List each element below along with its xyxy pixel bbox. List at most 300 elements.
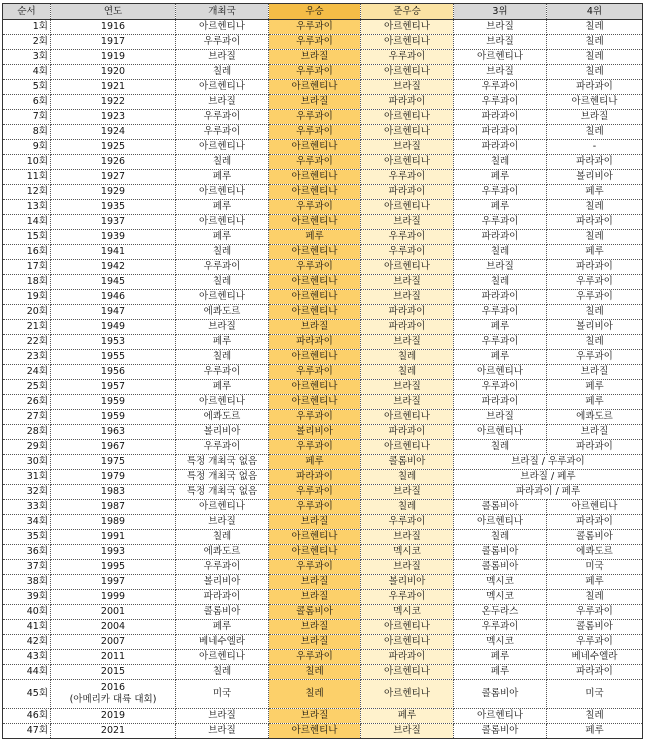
table-row [3, 305, 643, 320]
fourth-cell: 미국 [547, 680, 643, 709]
runner-up-cell: 멕시코 [361, 545, 454, 560]
header-row [3, 4, 643, 20]
fourth-cell: 페루 [547, 245, 643, 260]
header-host: 개최국 [176, 4, 269, 20]
year-cell: 1993 [51, 545, 176, 560]
winner-cell: 브라질 [269, 575, 361, 590]
runner-up-cell: 아르헨티나 [361, 125, 454, 140]
winner-cell: 아르헨티나 [269, 140, 361, 155]
header-runner-up: 준우승 [361, 4, 454, 20]
third-cell: 파라과이 [454, 140, 547, 155]
year-cell: 2001 [51, 605, 176, 620]
table-row [3, 245, 643, 260]
order-cell: 32회 [3, 485, 51, 500]
third-cell: 파라과이 [454, 395, 547, 410]
third-cell: 아르헨티나 [454, 515, 547, 530]
third-cell: 파라과이 [454, 290, 547, 305]
third-cell: 페루 [454, 350, 547, 365]
table-row [3, 290, 643, 305]
fourth-cell: 콜롬비아 [547, 620, 643, 635]
third-cell: 우루과이 [454, 620, 547, 635]
host-cell: 칠레 [176, 665, 269, 680]
winner-cell: 아르헨티나 [269, 530, 361, 545]
year-cell: 1937 [51, 215, 176, 230]
winner-cell: 우루과이 [269, 440, 361, 455]
winner-cell: 우루과이 [269, 365, 361, 380]
table-row [3, 185, 643, 200]
winner-cell: 우루과이 [269, 35, 361, 50]
year-cell: 1939 [51, 230, 176, 245]
runner-up-cell: 브라질 [361, 290, 454, 305]
winner-cell: 아르헨티나 [269, 245, 361, 260]
table-row [3, 320, 643, 335]
year-cell: 1995 [51, 560, 176, 575]
winner-cell: 브라질 [269, 620, 361, 635]
table-row [3, 500, 643, 515]
order-cell: 24회 [3, 365, 51, 380]
table-row [3, 140, 643, 155]
year-cell: 2007 [51, 635, 176, 650]
order-cell: 1회 [3, 20, 51, 35]
winner-cell: 아르헨티나 [269, 290, 361, 305]
host-cell: 우루과이 [176, 365, 269, 380]
order-cell: 28회 [3, 425, 51, 440]
winner-cell: 칠레 [269, 665, 361, 680]
runner-up-cell: 브라질 [361, 275, 454, 290]
third-cell: 우루과이 [454, 305, 547, 320]
fourth-cell: 칠레 [547, 35, 643, 50]
table-row [3, 485, 643, 500]
third-cell: 브라질 [454, 35, 547, 50]
year-cell: 1947 [51, 305, 176, 320]
order-cell: 17회 [3, 260, 51, 275]
table-row [3, 230, 643, 245]
runner-up-cell: 칠레 [361, 365, 454, 380]
fourth-cell: 파라과이 [547, 80, 643, 95]
fourth-cell: 아르헨티나 [547, 500, 643, 515]
host-cell: 브라질 [176, 515, 269, 530]
third-cell: 우루과이 [454, 380, 547, 395]
table-row [3, 20, 643, 35]
year-cell: 1935 [51, 200, 176, 215]
winner-cell: 우루과이 [269, 260, 361, 275]
host-cell: 칠레 [176, 275, 269, 290]
year-cell: 1926 [51, 155, 176, 170]
fourth-cell: 에콰도르 [547, 410, 643, 425]
table-row [3, 440, 643, 455]
winner-cell: 칠레 [269, 680, 361, 709]
winner-cell: 브라질 [269, 590, 361, 605]
host-cell: 페루 [176, 380, 269, 395]
order-cell: 39회 [3, 590, 51, 605]
host-cell: 아르헨티나 [176, 20, 269, 35]
host-cell: 에콰도르 [176, 305, 269, 320]
runner-up-cell: 브라질 [361, 140, 454, 155]
fourth-cell: 콜롬비아 [547, 530, 643, 545]
table-row [3, 350, 643, 365]
year-cell: 1927 [51, 170, 176, 185]
host-cell: 콜롬비아 [176, 605, 269, 620]
fourth-cell: 페루 [547, 395, 643, 410]
fourth-cell: 파라과이 [547, 155, 643, 170]
fourth-cell: 칠레 [547, 305, 643, 320]
host-cell: 페루 [176, 335, 269, 350]
winner-cell: 콜롬비아 [269, 605, 361, 620]
host-cell: 페루 [176, 200, 269, 215]
order-cell: 26회 [3, 395, 51, 410]
third-cell: 멕시코 [454, 590, 547, 605]
runner-up-cell: 아르헨티나 [361, 155, 454, 170]
table-row [3, 470, 643, 485]
third-cell: 콜롬비아 [454, 724, 547, 739]
host-cell: 아르헨티나 [176, 80, 269, 95]
order-cell: 37회 [3, 560, 51, 575]
table-row [3, 530, 643, 545]
winner-cell: 파라과이 [269, 335, 361, 350]
winner-cell: 아르헨티나 [269, 185, 361, 200]
year-cell: 1945 [51, 275, 176, 290]
host-cell: 페루 [176, 620, 269, 635]
order-cell: 30회 [3, 455, 51, 470]
order-cell: 31회 [3, 470, 51, 485]
winner-cell: 아르헨티나 [269, 80, 361, 95]
fourth-cell: 파라과이 [547, 215, 643, 230]
winner-cell: 아르헨티나 [269, 275, 361, 290]
host-cell: 우루과이 [176, 125, 269, 140]
host-cell: 칠레 [176, 155, 269, 170]
order-cell: 12회 [3, 185, 51, 200]
winner-cell: 브라질 [269, 635, 361, 650]
year-cell: 1967 [51, 440, 176, 455]
runner-up-cell: 브라질 [361, 380, 454, 395]
year-cell: 2019 [51, 709, 176, 724]
year-cell: 1941 [51, 245, 176, 260]
runner-up-cell: 브라질 [361, 530, 454, 545]
fourth-cell: 브라질 [547, 365, 643, 380]
order-cell: 40회 [3, 605, 51, 620]
year-cell: 1929 [51, 185, 176, 200]
fourth-cell: 페루 [547, 724, 643, 739]
host-cell: 우루과이 [176, 560, 269, 575]
host-cell: 칠레 [176, 65, 269, 80]
order-cell: 8회 [3, 125, 51, 140]
runner-up-cell: 우루과이 [361, 230, 454, 245]
host-cell: 페루 [176, 230, 269, 245]
host-cell: 브라질 [176, 320, 269, 335]
fourth-cell: 브라질 [547, 425, 643, 440]
year-cell: 1949 [51, 320, 176, 335]
order-cell: 27회 [3, 410, 51, 425]
table-row [3, 335, 643, 350]
winner-cell: 브라질 [269, 50, 361, 65]
host-cell: 아르헨티나 [176, 500, 269, 515]
order-cell: 38회 [3, 575, 51, 590]
host-cell: 특정 개최국 없음 [176, 470, 269, 485]
fourth-cell: 볼리비아 [547, 320, 643, 335]
runner-up-cell: 파라과이 [361, 650, 454, 665]
order-cell: 23회 [3, 350, 51, 365]
host-cell: 특정 개최국 없음 [176, 485, 269, 500]
order-cell: 15회 [3, 230, 51, 245]
host-cell: 미국 [176, 680, 269, 709]
year-cell: 1963 [51, 425, 176, 440]
third-cell: 페루 [454, 320, 547, 335]
winner-cell: 우루과이 [269, 500, 361, 515]
year-cell: 1975 [51, 455, 176, 470]
fourth-cell: 칠레 [547, 200, 643, 215]
runner-up-cell: 우루과이 [361, 515, 454, 530]
table-row [3, 50, 643, 65]
host-cell: 칠레 [176, 530, 269, 545]
host-cell: 에콰도르 [176, 410, 269, 425]
header-fourth: 4위 [547, 4, 643, 20]
year-cell: 1991 [51, 530, 176, 545]
order-cell: 22회 [3, 335, 51, 350]
winner-cell: 브라질 [269, 320, 361, 335]
order-cell: 9회 [3, 140, 51, 155]
copa-america-results-table [2, 3, 643, 739]
fourth-cell: 칠레 [547, 590, 643, 605]
runner-up-cell: 우루과이 [361, 50, 454, 65]
winner-cell: 페루 [269, 455, 361, 470]
third-cell: 온두라스 [454, 605, 547, 620]
third-cell: 우루과이 [454, 80, 547, 95]
year-cell: 1920 [51, 65, 176, 80]
third-cell: 파라과이 [454, 125, 547, 140]
runner-up-cell: 아르헨티나 [361, 410, 454, 425]
runner-up-cell: 아르헨티나 [361, 635, 454, 650]
year-cell: 1916 [51, 20, 176, 35]
fourth-cell: 볼리비아 [547, 170, 643, 185]
table-row [3, 410, 643, 425]
third-cell: 멕시코 [454, 575, 547, 590]
year-cell: 1983 [51, 485, 176, 500]
runner-up-cell: 볼리비아 [361, 575, 454, 590]
table-row [3, 605, 643, 620]
winner-cell: 우루과이 [269, 155, 361, 170]
fourth-cell: 우루과이 [547, 350, 643, 365]
order-cell: 46회 [3, 709, 51, 724]
host-cell: 아르헨티나 [176, 395, 269, 410]
header-winner: 우승 [269, 4, 361, 20]
third-cell: 페루 [454, 200, 547, 215]
fourth-cell: 칠레 [547, 125, 643, 140]
fourth-cell: 우루과이 [547, 290, 643, 305]
runner-up-cell: 아르헨티나 [361, 620, 454, 635]
third-cell: 칠레 [454, 155, 547, 170]
order-cell: 18회 [3, 275, 51, 290]
year-cell: 1921 [51, 80, 176, 95]
runner-up-cell: 아르헨티나 [361, 680, 454, 709]
header-year: 연도 [51, 4, 176, 20]
host-cell: 페루 [176, 170, 269, 185]
order-cell: 34회 [3, 515, 51, 530]
order-cell: 47회 [3, 724, 51, 739]
winner-cell: 우루과이 [269, 125, 361, 140]
winner-cell: 우루과이 [269, 650, 361, 665]
winner-cell: 우루과이 [269, 65, 361, 80]
third-cell: 페루 [454, 665, 547, 680]
fourth-cell: 미국 [547, 560, 643, 575]
fourth-cell: 아르헨티나 [547, 95, 643, 110]
table-row [3, 709, 643, 724]
runner-up-cell: 브라질 [361, 335, 454, 350]
runner-up-cell: 브라질 [361, 215, 454, 230]
host-cell: 베네수엘라 [176, 635, 269, 650]
fourth-cell: 페루 [547, 575, 643, 590]
third-cell: 브라질 [454, 65, 547, 80]
third-cell: 우루과이 [454, 215, 547, 230]
order-cell: 25회 [3, 380, 51, 395]
table-row [3, 155, 643, 170]
year-cell: 1959 [51, 410, 176, 425]
third-cell: 우루과이 [454, 95, 547, 110]
winner-cell: 아르헨티나 [269, 545, 361, 560]
third-cell: 우루과이 [454, 335, 547, 350]
order-cell: 29회 [3, 440, 51, 455]
table-row [3, 575, 643, 590]
host-cell: 브라질 [176, 709, 269, 724]
table-row [3, 455, 643, 470]
third-cell: 멕시코 [454, 635, 547, 650]
year-cell: 1953 [51, 335, 176, 350]
fourth-cell: 브라질 [547, 110, 643, 125]
table-row [3, 215, 643, 230]
winner-cell: 아르헨티나 [269, 215, 361, 230]
year-cell: 1997 [51, 575, 176, 590]
year-cell: 1946 [51, 290, 176, 305]
year-cell: 1942 [51, 260, 176, 275]
host-cell: 아르헨티나 [176, 185, 269, 200]
table-row [3, 110, 643, 125]
table-row [3, 665, 643, 680]
third-cell: 아르헨티나 [454, 709, 547, 724]
order-cell: 41회 [3, 620, 51, 635]
host-cell: 칠레 [176, 245, 269, 260]
host-cell: 우루과이 [176, 35, 269, 50]
third-cell: 칠레 [454, 440, 547, 455]
year-cell: 2016 (아메리카 대륙 대회) [51, 680, 176, 709]
host-cell: 파라과이 [176, 590, 269, 605]
fourth-cell: 파라과이 [547, 260, 643, 275]
table-row [3, 425, 643, 440]
order-cell: 13회 [3, 200, 51, 215]
winner-cell: 우루과이 [269, 560, 361, 575]
order-cell: 4회 [3, 65, 51, 80]
fourth-cell: 에콰도르 [547, 545, 643, 560]
host-cell: 아르헨티나 [176, 215, 269, 230]
order-cell: 10회 [3, 155, 51, 170]
year-cell: 1925 [51, 140, 176, 155]
runner-up-cell: 파라과이 [361, 305, 454, 320]
host-cell: 우루과이 [176, 260, 269, 275]
winner-cell: 페루 [269, 230, 361, 245]
fourth-cell: 칠레 [547, 335, 643, 350]
runner-up-cell: 아르헨티나 [361, 20, 454, 35]
year-cell: 1956 [51, 365, 176, 380]
table-row [3, 724, 643, 739]
runner-up-cell: 우루과이 [361, 170, 454, 185]
year-cell: 1979 [51, 470, 176, 485]
runner-up-cell: 우루과이 [361, 590, 454, 605]
runner-up-cell: 파라과이 [361, 320, 454, 335]
table-row [3, 200, 643, 215]
table-row [3, 650, 643, 665]
order-cell: 19회 [3, 290, 51, 305]
winner-cell: 볼리비아 [269, 425, 361, 440]
winner-cell: 우루과이 [269, 200, 361, 215]
results-table-body [3, 20, 643, 739]
winner-cell: 파라과이 [269, 470, 361, 485]
year-cell: 1917 [51, 35, 176, 50]
order-cell: 44회 [3, 665, 51, 680]
year-cell: 1922 [51, 95, 176, 110]
runner-up-cell: 파라과이 [361, 95, 454, 110]
runner-up-cell: 아르헨티나 [361, 65, 454, 80]
runner-up-cell: 콜롬비아 [361, 455, 454, 470]
runner-up-cell: 칠레 [361, 470, 454, 485]
host-cell: 아르헨티나 [176, 650, 269, 665]
winner-cell: 브라질 [269, 709, 361, 724]
table-row [3, 275, 643, 290]
order-cell: 2회 [3, 35, 51, 50]
year-cell: 1923 [51, 110, 176, 125]
runner-up-cell: 브라질 [361, 560, 454, 575]
runner-up-cell: 칠레 [361, 350, 454, 365]
runner-up-cell: 브라질 [361, 395, 454, 410]
third-cell: 칠레 [454, 530, 547, 545]
third-cell: 파라과이 / 페루 [454, 485, 643, 500]
winner-cell: 아르헨티나 [269, 724, 361, 739]
year-cell: 1955 [51, 350, 176, 365]
order-cell: 45회 [3, 680, 51, 709]
year-cell: 1987 [51, 500, 176, 515]
year-cell: 1957 [51, 380, 176, 395]
third-cell: 칠레 [454, 275, 547, 290]
winner-cell: 아르헨티나 [269, 380, 361, 395]
winner-cell: 브라질 [269, 515, 361, 530]
year-cell: 1919 [51, 50, 176, 65]
table-row [3, 620, 643, 635]
host-cell: 특정 개최국 없음 [176, 455, 269, 470]
year-cell: 1989 [51, 515, 176, 530]
fourth-cell: - [547, 140, 643, 155]
runner-up-cell: 아르헨티나 [361, 260, 454, 275]
fourth-cell: 우루과이 [547, 605, 643, 620]
order-cell: 43회 [3, 650, 51, 665]
table-row [3, 590, 643, 605]
runner-up-cell: 브라질 [361, 724, 454, 739]
host-cell: 브라질 [176, 95, 269, 110]
table-row [3, 395, 643, 410]
third-cell: 콜롬비아 [454, 680, 547, 709]
order-cell: 42회 [3, 635, 51, 650]
third-cell: 브라질 / 페루 [454, 470, 643, 485]
third-cell: 페루 [454, 650, 547, 665]
winner-cell: 아르헨티나 [269, 350, 361, 365]
runner-up-cell: 아르헨티나 [361, 110, 454, 125]
fourth-cell: 칠레 [547, 65, 643, 80]
copa-america-results-table-wrapper [2, 3, 643, 739]
runner-up-cell: 아르헨티나 [361, 200, 454, 215]
year-cell: 2015 [51, 665, 176, 680]
table-row [3, 635, 643, 650]
order-cell: 3회 [3, 50, 51, 65]
runner-up-cell: 파라과이 [361, 425, 454, 440]
order-cell: 11회 [3, 170, 51, 185]
table-row [3, 515, 643, 530]
order-cell: 20회 [3, 305, 51, 320]
